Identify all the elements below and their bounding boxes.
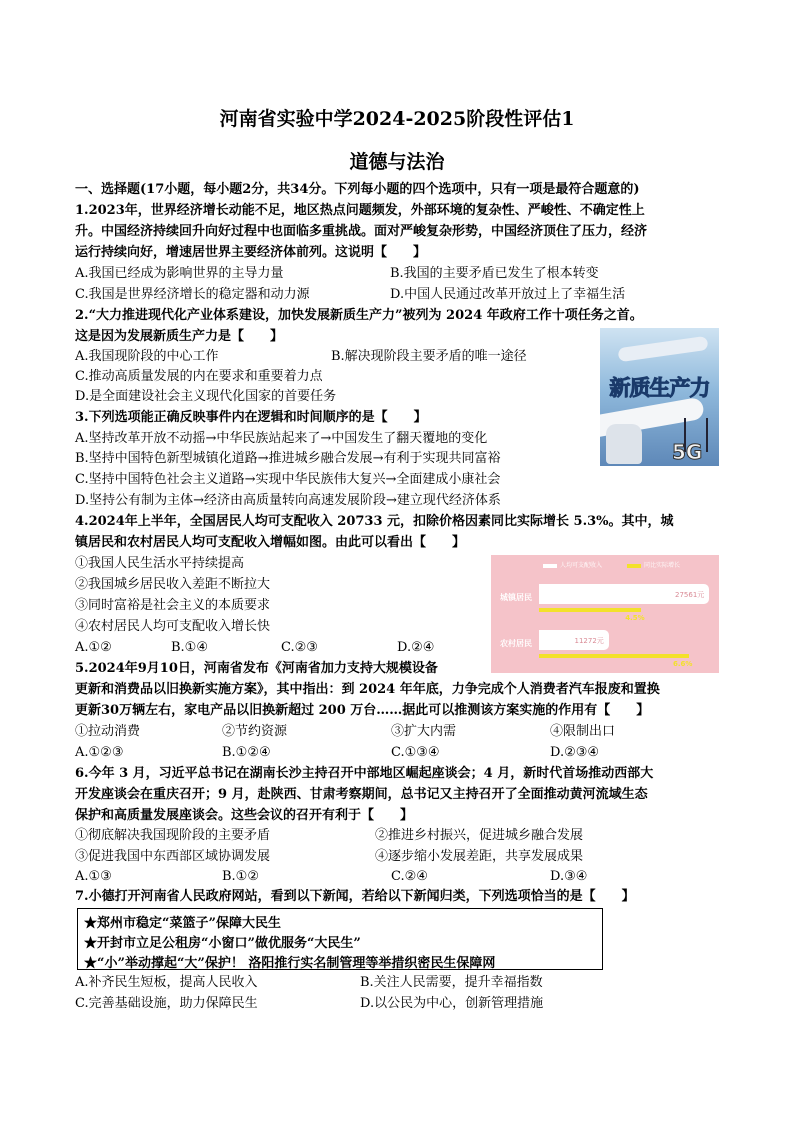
q5-stem-line: 更新和消费品以旧换新实施方案》，其中指出：到 2024 年年底，力争完成个人消费者汽车报废和置换 <box>75 682 660 697</box>
news-item: ★开封市立足公租房“小窗口”做优服务“大民生” <box>84 936 361 951</box>
q6-option-c[interactable]: C.②④ <box>391 869 428 884</box>
legend-swatch <box>543 564 557 568</box>
section-heading: 一、选择题(17小题，每小题2分，共34分。下列每小题的四个选项中，只有一项是最符合题意的) <box>75 182 640 197</box>
q5-option-c[interactable]: C.①③④ <box>391 745 440 760</box>
legend-item <box>543 560 602 569</box>
q4-option-b[interactable]: B.①④ <box>171 640 208 655</box>
legend-label: 同比实际增长 <box>644 562 681 569</box>
q7-option-b[interactable]: B.关注人民需要，提升幸福指数 <box>360 975 543 990</box>
category-label: 农村居民 <box>500 639 532 648</box>
q6-item: ②推进乡村振兴，促进城乡融合发展 <box>375 828 584 843</box>
q5-option-d[interactable]: D.②③④ <box>550 745 600 760</box>
q4-option-d[interactable]: D.②④ <box>397 640 435 655</box>
q4-stem-line: 4.2024年上半年，全国居民人均可支配收入 20733 元，扣除价格因素同比实际增长 5.3%。其中，城 <box>75 514 674 529</box>
q6-option-b[interactable]: B.①② <box>222 869 259 884</box>
q5-stem-line: 更新30万辆左右，家电产品以旧换新超过 200 万台……据此可以推测该方案实施的作用有【 】 <box>75 703 650 718</box>
q3-option-b[interactable]: B.坚持中国特色新型城镇化道路→推进城乡融合发展→有利于实现共同富裕 <box>75 451 501 466</box>
q1-option-a[interactable]: A.我国已经成为影响世界的主导力量 <box>75 266 284 281</box>
q7-option-a[interactable]: A.补齐民生短板，提高人民收入 <box>75 975 258 990</box>
q1-stem-line: 升。中国经济持续回升向好过程中也面临多重挑战。面对严峻复杂形势，中国经济顶住了压力，经济 <box>75 224 648 239</box>
q2-stem-line: 2.“大力推进现代化产业体系建设，加快发展新质生产力”被列为 2024 年政府工作十项任务之首。 <box>75 308 643 323</box>
q7-option-c[interactable]: C.完善基础设施，助力保障民生 <box>75 996 258 1011</box>
q4-option-c[interactable]: C.②③ <box>281 640 318 655</box>
q4-item: ②我国城乡居民收入差距不断拉大 <box>75 577 271 592</box>
airplane-shape <box>617 336 708 362</box>
growth-value-label: 6.6% <box>673 660 693 668</box>
income-value-label: 11272元 <box>574 637 604 645</box>
q5-item: ④限制出口 <box>550 724 616 739</box>
q1-option-b[interactable]: B.我国的主要矛盾已发生了根本转变 <box>390 266 599 281</box>
q2-stem-line: 这是因为发展新质生产力是【 】 <box>75 329 284 344</box>
q3-option-c[interactable]: C.坚持中国特色社会主义道路→实现中华民族伟大复兴→全面建成小康社会 <box>75 472 501 487</box>
q6-item: ④逐步缩小发展差距，共享发展成果 <box>375 849 584 864</box>
q3-option-a[interactable]: A.坚持改革开放不动摇→中华民族站起来了→中国发生了翻天覆地的变化 <box>75 431 488 446</box>
q1-option-d[interactable]: D.中国人民通过改革开放过上了幸福生活 <box>390 287 626 302</box>
growth-bar <box>539 608 641 612</box>
q7-option-d[interactable]: D.以公民为中心，创新管理措施 <box>360 996 544 1011</box>
q5-option-a[interactable]: A.①②③ <box>75 745 124 760</box>
news-item: ★郑州市稳定“菜篮子”保障大民生 <box>84 916 281 931</box>
q1-stem-line: 运行持续向好，增速居世界主要经济体前列。这说明【 】 <box>75 245 427 260</box>
q5-stem-line: 5.2024年9月10日，河南省发布《河南省加力支持大规模设备 <box>75 661 438 676</box>
q6-stem-line: 6.今年 3 月，习近平总书记在湖南长沙主持召开中部地区崛起座谈会；4 月，新时代首场推动西部大 <box>75 766 654 781</box>
q2-option-c[interactable]: C.推动高质量发展的内在要求和重要着力点 <box>75 369 323 384</box>
q4-option-a[interactable]: A.①② <box>75 640 112 655</box>
poster-badge: 5G <box>672 440 703 464</box>
growth-value-label: 4.5% <box>625 614 645 622</box>
q6-item: ③促进我国中东西部区域协调发展 <box>75 849 271 864</box>
q4-item: ③同时富裕是社会主义的本质要求 <box>75 598 271 613</box>
q6-stem-line: 保护和高质量发展座谈会。这些会议的召开有利于【 】 <box>75 808 414 823</box>
income-chart <box>491 555 719 673</box>
q6-item: ①彻底解决我国现阶段的主要矛盾 <box>75 828 271 843</box>
q2-option-b[interactable]: B.解决现阶段主要矛盾的唯一途径 <box>331 349 527 364</box>
category-label: 城镇居民 <box>500 593 532 602</box>
q1-option-c[interactable]: C.我国是世界经济增长的稳定器和动力源 <box>75 287 310 302</box>
q5-item: ②节约资源 <box>222 724 288 739</box>
q3-stem: 3.下列选项能正确反映事件内在逻辑和时间顺序的是【 】 <box>75 410 427 425</box>
news-item: ★“小”举动撑起“大”保护！ 洛阳推行实名制管理等举措织密民生保障网 <box>84 956 496 971</box>
q4-item: ④农村居民人均可支配收入增长快 <box>75 619 271 634</box>
q1-stem-line: 1.2023年，世界经济增长动能不足，地区热点问题频发，外部环境的复杂性、严峻性、不确定性上 <box>75 203 645 218</box>
new-productivity-poster <box>600 328 719 466</box>
q4-item: ①我国人民生活水平持续提高 <box>75 556 245 571</box>
q5-item: ③扩大内需 <box>391 724 457 739</box>
q6-option-d[interactable]: D.③④ <box>550 869 588 884</box>
q4-stem-line: 镇居民和农村居民人均可支配收入增幅如图。由此可以看出【 】 <box>75 535 466 550</box>
subject-title: 道德与法治 <box>349 151 445 173</box>
legend-swatch <box>627 564 641 568</box>
growth-bar <box>539 654 689 658</box>
q5-option-b[interactable]: B.①②④ <box>222 745 271 760</box>
q6-stem-line: 开发座谈会在重庆召开；9 月，赴陕西、甘肃考察期间，总书记又主持召开了全面推动黄河流域生态 <box>75 787 648 802</box>
poster-title: 新质生产力 <box>609 376 710 400</box>
q5-item: ①拉动消费 <box>75 724 141 739</box>
q3-option-d[interactable]: D.坚持公有制为主体→经济由高质量转向高速发展阶段→建立现代经济体系 <box>75 493 501 508</box>
income-value-label: 27561元 <box>675 591 705 599</box>
q7-stem: 7.小德打开河南省人民政府网站，看到以下新闻，若给以下新闻归类，下列选项恰当的是【 】 <box>75 889 635 904</box>
q2-option-a[interactable]: A.我国现阶段的中心工作 <box>75 349 219 364</box>
legend-item <box>627 560 680 569</box>
exam-title: 河南省实验中学2024-2025阶段性评估1 <box>219 108 575 130</box>
q2-option-d[interactable]: D.是全面建设社会主义现代化国家的首要任务 <box>75 389 337 404</box>
q6-option-a[interactable]: A.①③ <box>75 869 112 884</box>
robot-shape <box>606 424 642 464</box>
legend-label: 人均可支配收入 <box>560 562 603 569</box>
news-box <box>77 908 603 970</box>
